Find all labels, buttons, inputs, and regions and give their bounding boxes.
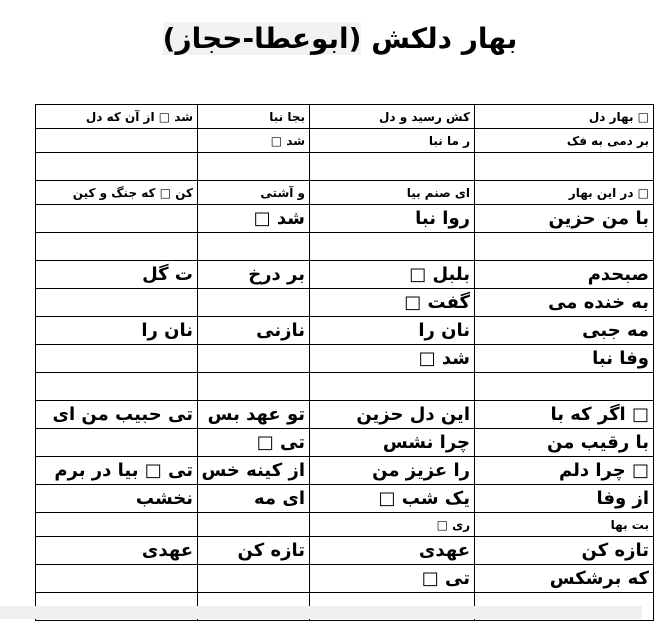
table-row bbox=[36, 565, 654, 593]
table-cell: ای صنم بیا bbox=[310, 181, 475, 205]
table-cell: بر درخ bbox=[198, 261, 310, 289]
table-row bbox=[36, 457, 654, 485]
table-cell bbox=[475, 153, 654, 181]
table-cell bbox=[36, 233, 198, 261]
table-cell bbox=[36, 429, 198, 457]
table-row bbox=[36, 181, 654, 205]
table-cell: ت گل bbox=[36, 261, 198, 289]
page-title bbox=[160, 22, 520, 56]
table-cell: نان را bbox=[36, 317, 198, 345]
table-cell bbox=[36, 513, 198, 537]
table-cell: شد □ bbox=[198, 205, 310, 233]
table-cell bbox=[310, 373, 475, 401]
table-cell: این دل حزین bbox=[310, 401, 475, 429]
table-cell: نازنی bbox=[198, 317, 310, 345]
table-cell bbox=[310, 153, 475, 181]
poem-table bbox=[35, 104, 654, 621]
table-cell: تی □ bbox=[310, 565, 475, 593]
table-cell: تازه کن bbox=[198, 537, 310, 565]
table-cell: از کینه خس bbox=[198, 457, 310, 485]
table-cell: تی □ بیا در برم bbox=[36, 457, 198, 485]
table-cell bbox=[36, 289, 198, 317]
table-row bbox=[36, 513, 654, 537]
table-cell: بجا نبا bbox=[198, 105, 310, 129]
table-cell bbox=[198, 153, 310, 181]
table-row bbox=[36, 205, 654, 233]
table-cell: را عزیز من bbox=[310, 457, 475, 485]
table-cell: ر ما نبا bbox=[310, 129, 475, 153]
table-row bbox=[36, 345, 654, 373]
table-cell: □ بهار دل bbox=[475, 105, 654, 129]
table-cell bbox=[198, 565, 310, 593]
table-cell: از وفا bbox=[475, 485, 654, 513]
table-cell: □ چرا دلم bbox=[475, 457, 654, 485]
table-cell bbox=[36, 345, 198, 373]
table-cell: تی حبیب من ای bbox=[36, 401, 198, 429]
table-row bbox=[36, 153, 654, 181]
table-row bbox=[36, 233, 654, 261]
table-cell: عهدی bbox=[310, 537, 475, 565]
table-cell: نان را bbox=[310, 317, 475, 345]
table-cell: به خنده می bbox=[475, 289, 654, 317]
table-cell bbox=[36, 129, 198, 153]
table-cell: بت بها bbox=[475, 513, 654, 537]
table-cell: روا نبا bbox=[310, 205, 475, 233]
table-cell bbox=[36, 153, 198, 181]
table-cell: صبحدم bbox=[475, 261, 654, 289]
table-cell: چرا نشس bbox=[310, 429, 475, 457]
table-row bbox=[36, 129, 654, 153]
table-cell: مه جبی bbox=[475, 317, 654, 345]
table-cell: کن □ که جنگ و کین bbox=[36, 181, 198, 205]
table-cell: گفت □ bbox=[310, 289, 475, 317]
table-cell: و آشتی bbox=[198, 181, 310, 205]
table-cell: که برشکس bbox=[475, 565, 654, 593]
table-cell: با رقیب من bbox=[475, 429, 654, 457]
table-row bbox=[36, 289, 654, 317]
table-cell: بلبل □ bbox=[310, 261, 475, 289]
table-cell bbox=[36, 205, 198, 233]
table-cell bbox=[198, 513, 310, 537]
table-cell: یک شب □ bbox=[310, 485, 475, 513]
table-cell: ری □ bbox=[310, 513, 475, 537]
table-cell: ای مه bbox=[198, 485, 310, 513]
table-cell: تو عهد بس bbox=[198, 401, 310, 429]
table-row bbox=[36, 537, 654, 565]
table-cell: تی □ bbox=[198, 429, 310, 457]
table-cell: بر دمی به فک bbox=[475, 129, 654, 153]
table-row bbox=[36, 105, 654, 129]
table-cell bbox=[198, 233, 310, 261]
table-cell: وفا نبا bbox=[475, 345, 654, 373]
table-cell: شد □ bbox=[310, 345, 475, 373]
table-row bbox=[36, 317, 654, 345]
table-cell bbox=[198, 289, 310, 317]
table-cell bbox=[475, 233, 654, 261]
table-cell bbox=[198, 373, 310, 401]
title-main: بهار دلکش bbox=[371, 22, 518, 55]
table-cell bbox=[310, 233, 475, 261]
table-row bbox=[36, 429, 654, 457]
table-cell bbox=[475, 373, 654, 401]
table-row bbox=[36, 485, 654, 513]
table-cell bbox=[36, 565, 198, 593]
table-cell: تازه کن bbox=[475, 537, 654, 565]
table-cell: شد □ از آن که دل bbox=[36, 105, 198, 129]
bottom-scroll-strip bbox=[0, 606, 642, 619]
table-cell bbox=[36, 373, 198, 401]
table-cell: نخشب bbox=[36, 485, 198, 513]
table-row bbox=[36, 401, 654, 429]
table-cell: عهدی bbox=[36, 537, 198, 565]
table-cell: □ در این بهار bbox=[475, 181, 654, 205]
title-subtitle: (ابوعطا-حجاز) bbox=[162, 22, 362, 55]
table-row bbox=[36, 261, 654, 289]
table-row bbox=[36, 373, 654, 401]
table-cell: شد □ bbox=[198, 129, 310, 153]
table-cell: با من حزین bbox=[475, 205, 654, 233]
table-cell: کش رسید و دل bbox=[310, 105, 475, 129]
table-cell bbox=[198, 345, 310, 373]
table-cell: □ اگر که با bbox=[475, 401, 654, 429]
